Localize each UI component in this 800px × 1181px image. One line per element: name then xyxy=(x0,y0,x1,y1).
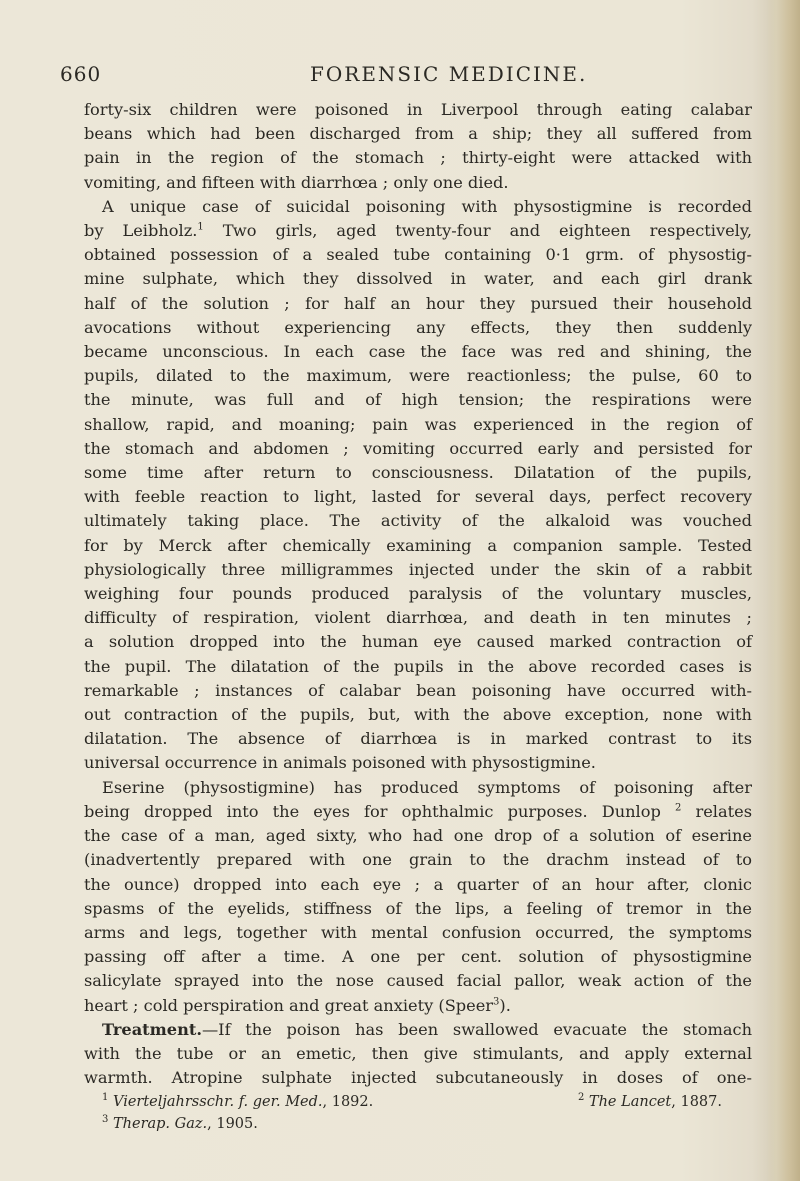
text-line: vomiting, and fifteen with diarrhœa ; only one died. xyxy=(84,172,509,192)
text-line: pain in the region of the stomach ; thirty-eight were attacked with xyxy=(84,148,752,168)
text-line: spasms of the eyelids, stiffness of the lips, a feeling of tremor in the xyxy=(84,898,752,918)
page-number: 660 xyxy=(60,62,102,86)
text-line: difficulty of respiration, violent diarrhœa, and death in ten minutes ; xyxy=(84,608,752,628)
text-line: half of the solution ; for half an hour they pursued their household xyxy=(84,293,752,313)
text-line: for by Merck after chemically examining a companion sample. Tested xyxy=(84,535,752,555)
text-line: physiologically three milligrammes injected under the skin of a rabbit xyxy=(84,559,752,579)
footnote-3: $^3$ Therap. Gaz., 1905. xyxy=(102,1114,258,1132)
footnote-2: $^2$ The Lancet, 1887. xyxy=(577,1092,722,1110)
text-line: with the tube or an emetic, then give stimulants, and apply external xyxy=(84,1043,752,1063)
text-line: the ounce) dropped into each eye ; a quarter of an hour after, clonic xyxy=(84,874,752,894)
section-heading-treatment: Treatment. xyxy=(102,1019,202,1039)
text-line: out contraction of the pupils, but, with the above exception, none with xyxy=(84,705,752,725)
text-line: being dropped into the eyes for ophthalmic purposes. Dunlop $^2$ relates xyxy=(84,801,753,821)
footnote-row xyxy=(102,1091,722,1113)
text-line: beans which had been discharged from a ship; they all suffered from xyxy=(84,124,752,144)
text-line: (inadvertently prepared with one grain to the drachm instead of to xyxy=(84,850,752,870)
footnote-1: $^1$ Vierteljahrsschr. f. ger. Med., 1892. xyxy=(102,1092,374,1110)
text-line: salicylate sprayed into the nose caused facial pallor, weak action of the xyxy=(84,971,752,991)
text-line: shallow, rapid, and moaning; pain was experienced in the region of xyxy=(84,414,752,434)
footnote-ref-2: 2 xyxy=(674,802,682,814)
page-edge-shadow xyxy=(766,0,800,1181)
text-line: became unconscious. In each case the face was red and shining, the xyxy=(84,342,752,362)
body-text xyxy=(84,98,752,1090)
text-line: by Leibholz.$^1$ Two girls, aged twenty-four and eighteen respectively, xyxy=(84,221,752,241)
text-line: Treatment.—If the poison has been swallowed evacuate the stomach xyxy=(102,1019,752,1039)
text-line: the minute, was full and of high tension; the respirations were xyxy=(84,390,752,410)
text-line: warmth. Atropine sulphate injected subcutaneously in doses of one- xyxy=(84,1068,752,1088)
text-line: ultimately taking place. The activity of the alkaloid was vouched xyxy=(84,511,752,531)
text-line: dilatation. The absence of diarrhœa is in marked contrast to its xyxy=(84,729,752,749)
text-line: universal occurrence in animals poisoned with physostigmine. xyxy=(84,753,596,773)
text-line: obtained possession of a sealed tube containing 0·1 grm. of physostig- xyxy=(84,245,752,265)
page-header xyxy=(60,62,740,92)
text-line: forty-six children were poisoned in Liverpool through eating calabar xyxy=(84,100,752,119)
text-line: some time after return to consciousness. Dilatation of the pupils, xyxy=(84,463,752,483)
footnotes xyxy=(102,1091,722,1135)
footnote-ref-1: 1 xyxy=(197,221,204,233)
text-line: with feeble reaction to light, lasted for several days, perfect recovery xyxy=(84,487,752,507)
footnote-ref-3: 3 xyxy=(493,996,500,1008)
text-line: mine sulphate, which they dissolved in water, and each girl drank xyxy=(84,269,752,289)
text-line: a solution dropped into the human eye caused marked contraction of xyxy=(84,632,752,652)
text-line: the pupil. The dilatation of the pupils in the above recorded cases is xyxy=(84,656,752,676)
text-line: passing off after a time. A one per cent. solution of physostigmine xyxy=(84,947,752,967)
running-title: FORENSIC MEDICINE. xyxy=(310,62,588,86)
text-line: avocations without experiencing any effects, they then suddenly xyxy=(84,317,752,337)
text-line: the stomach and abdomen ; vomiting occurred early and persisted for xyxy=(84,438,752,458)
text-line: pupils, dilated to the maximum, were reactionless; the pulse, 60 to xyxy=(84,366,752,386)
text-line: arms and legs, together with mental confusion occurred, the symptoms xyxy=(84,922,752,942)
text-line: the case of a man, aged sixty, who had one drop of a solution of eserine xyxy=(84,826,752,846)
text-line: remarkable ; instances of calabar bean poisoning have occurred with- xyxy=(84,680,752,700)
text-line: heart ; cold perspiration and great anxiety (Speer$^3$). xyxy=(84,995,511,1015)
text-line: Eserine (physostigmine) has produced symptoms of poisoning after xyxy=(102,777,752,797)
text-line: A unique case of suicidal poisoning with physostigmine is recorded xyxy=(102,196,752,216)
text-line: weighing four pounds produced paralysis of the voluntary muscles, xyxy=(84,584,752,604)
